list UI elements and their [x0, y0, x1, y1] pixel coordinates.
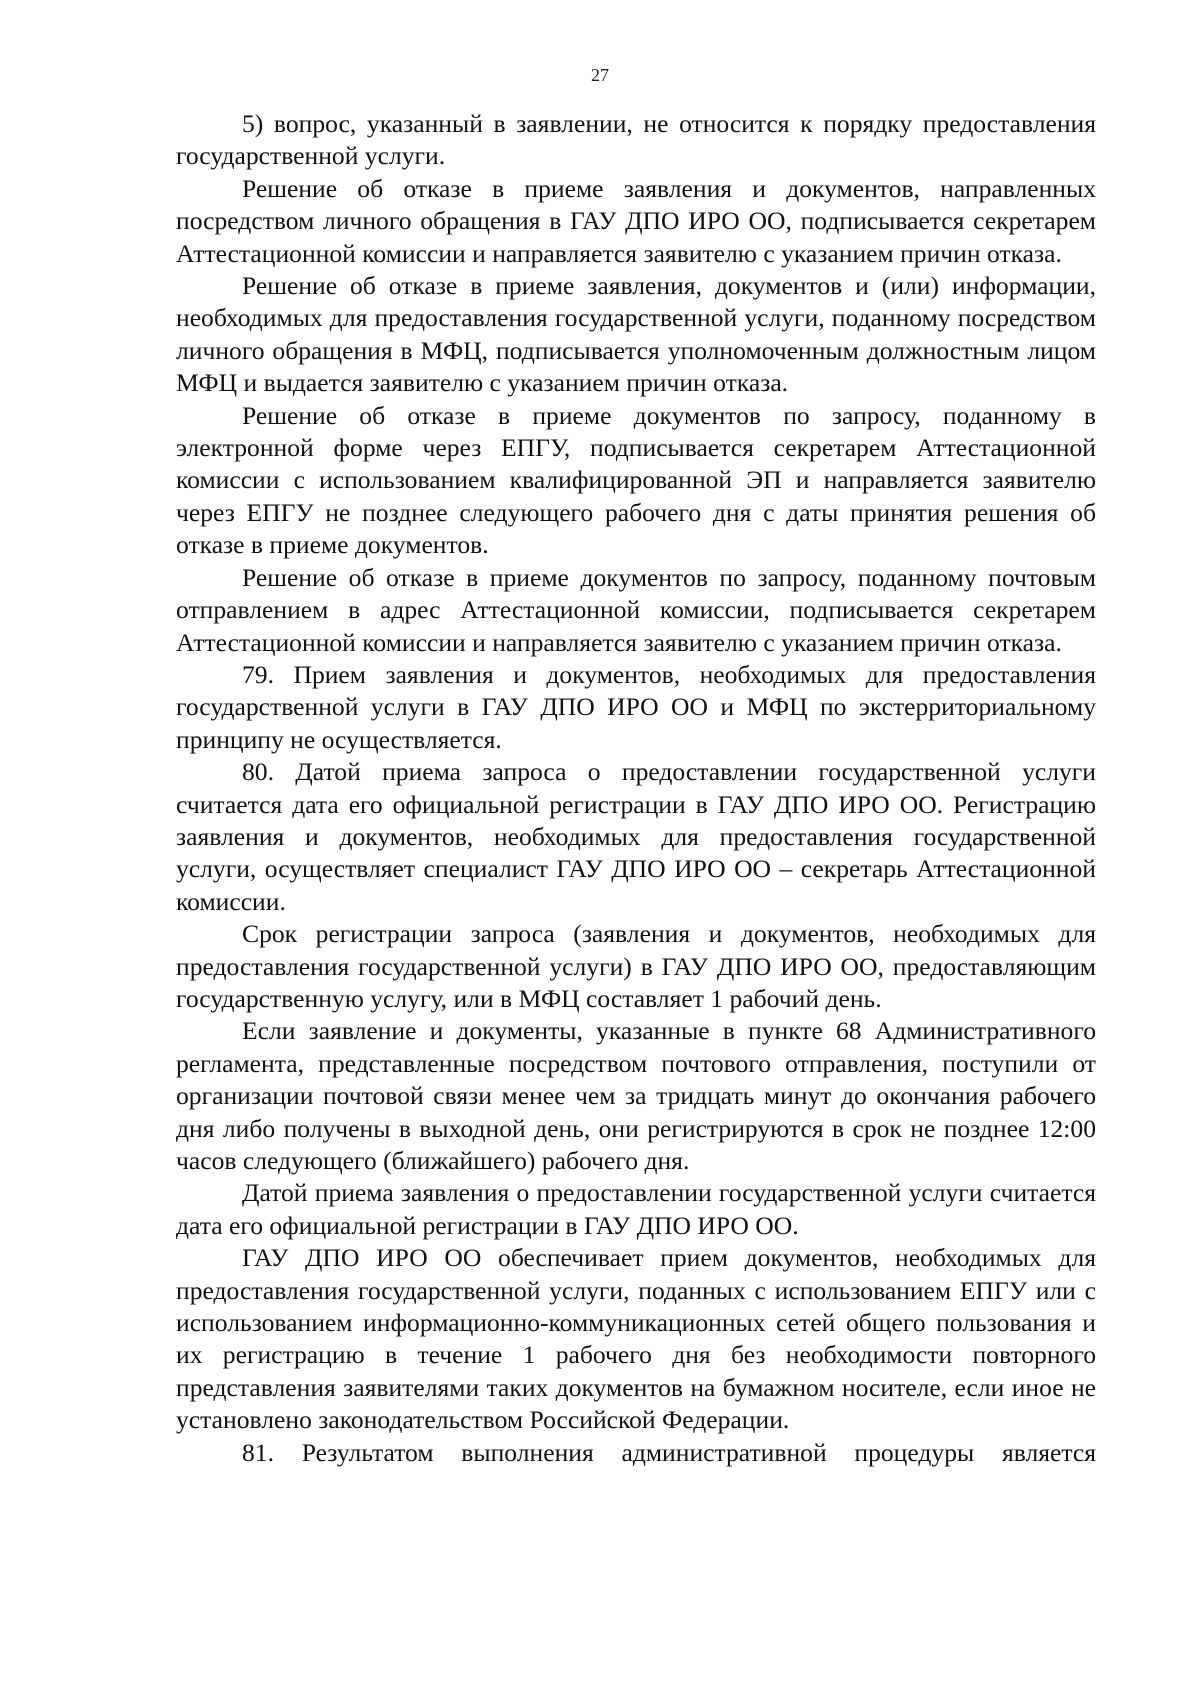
page-number: 27 — [591, 65, 609, 85]
paragraph-item-79: 79. Прием заявления и документов, необходимых для предоставления государственной услуги в ГАУ ДПО ИРО ОО и МФЦ по экстерриториальному принципу не осуществляется. — [176, 659, 1096, 754]
paragraph: Решение об отказе в приеме заявления и документов, направленных посредством личного обращения в ГАУ ДПО ИРО ОО, подписывается секретарем Аттестационной комиссии и направляется заявителю с указанием причин отказа. — [176, 173, 1096, 268]
document-body — [176, 108, 1096, 1469]
paragraph: Решение об отказе в приеме заявления, документов и (или) информации, необходимых для предоставления государственной услуги, поданному посредством личного обращения в МФЦ, подписывается уполномоченным должностным лицом МФЦ и выдается заявителю с указанием причин отказа. — [176, 271, 1096, 398]
paragraph: Решение об отказе в приеме документов по запросу, поданному в электронной форме через ЕПГУ, подписывается секретарем Аттестационной комиссии с использованием квалифицированной ЭП и направляется заявителю через ЕПГУ не позднее следующего рабочего дня с даты принятия решения об отказе в приеме документов. — [176, 400, 1096, 560]
paragraph-item-81: 81. Результатом выполнения административной процедуры является — [242, 1437, 1096, 1467]
paragraph: ГАУ ДПО ИРО ОО обеспечивает прием документов, необходимых для предоставления государственной услуги, поданных с использованием ЕПГУ или с использованием информационно-коммуникационных сетей общего пользования и их регистрацию в течение 1 рабочего дня без необходимости повторного представления заявителями таких документов на бумажном носителе, если иное не установлено законодательством Российской Федерации. — [176, 1243, 1096, 1435]
paragraph: Решение об отказе в приеме документов по запросу, поданному почтовым отправлением в адрес Аттестационной комиссии, подписывается секретарем Аттестационной комиссии и направляется заявителю с указанием причин отказа. — [176, 562, 1096, 657]
paragraph: Датой приема заявления о предоставлении государственной услуги считается дата его официальной регистрации в ГАУ ДПО ИРО ОО. — [176, 1178, 1096, 1240]
paragraph: Срок регистрации запроса (заявления и документов, необходимых для предоставления государственной услуги) в ГАУ ДПО ИРО ОО, предоставляющим государственную услугу, или в МФЦ составляет 1 рабочий день. — [176, 919, 1096, 1013]
paragraph-item-80: 80. Датой приема запроса о предоставлении государственной услуги считается дата его официальной регистрации в ГАУ ДПО ИРО ОО. Регистрацию заявления и документов, необходимых для предоставления государственной услуги, осуществляет специалист ГАУ ДПО ИРО ОО – секретарь Аттестационной комиссии. — [176, 757, 1096, 916]
paragraph: Если заявление и документы, указанные в пункте 68 Административного регламента, представленные посредством почтового отправления, поступили от организации почтовой связи менее чем за тридцать минут до окончания рабочего дня либо получены в выходной день, они регистрируются в срок не позднее 12:00 часов следующего (ближайшего) рабочего дня. — [176, 1016, 1096, 1175]
paragraph: 5) вопрос, указанный в заявлении, не относится к порядку предоставления государственной услуги. — [176, 109, 1096, 171]
